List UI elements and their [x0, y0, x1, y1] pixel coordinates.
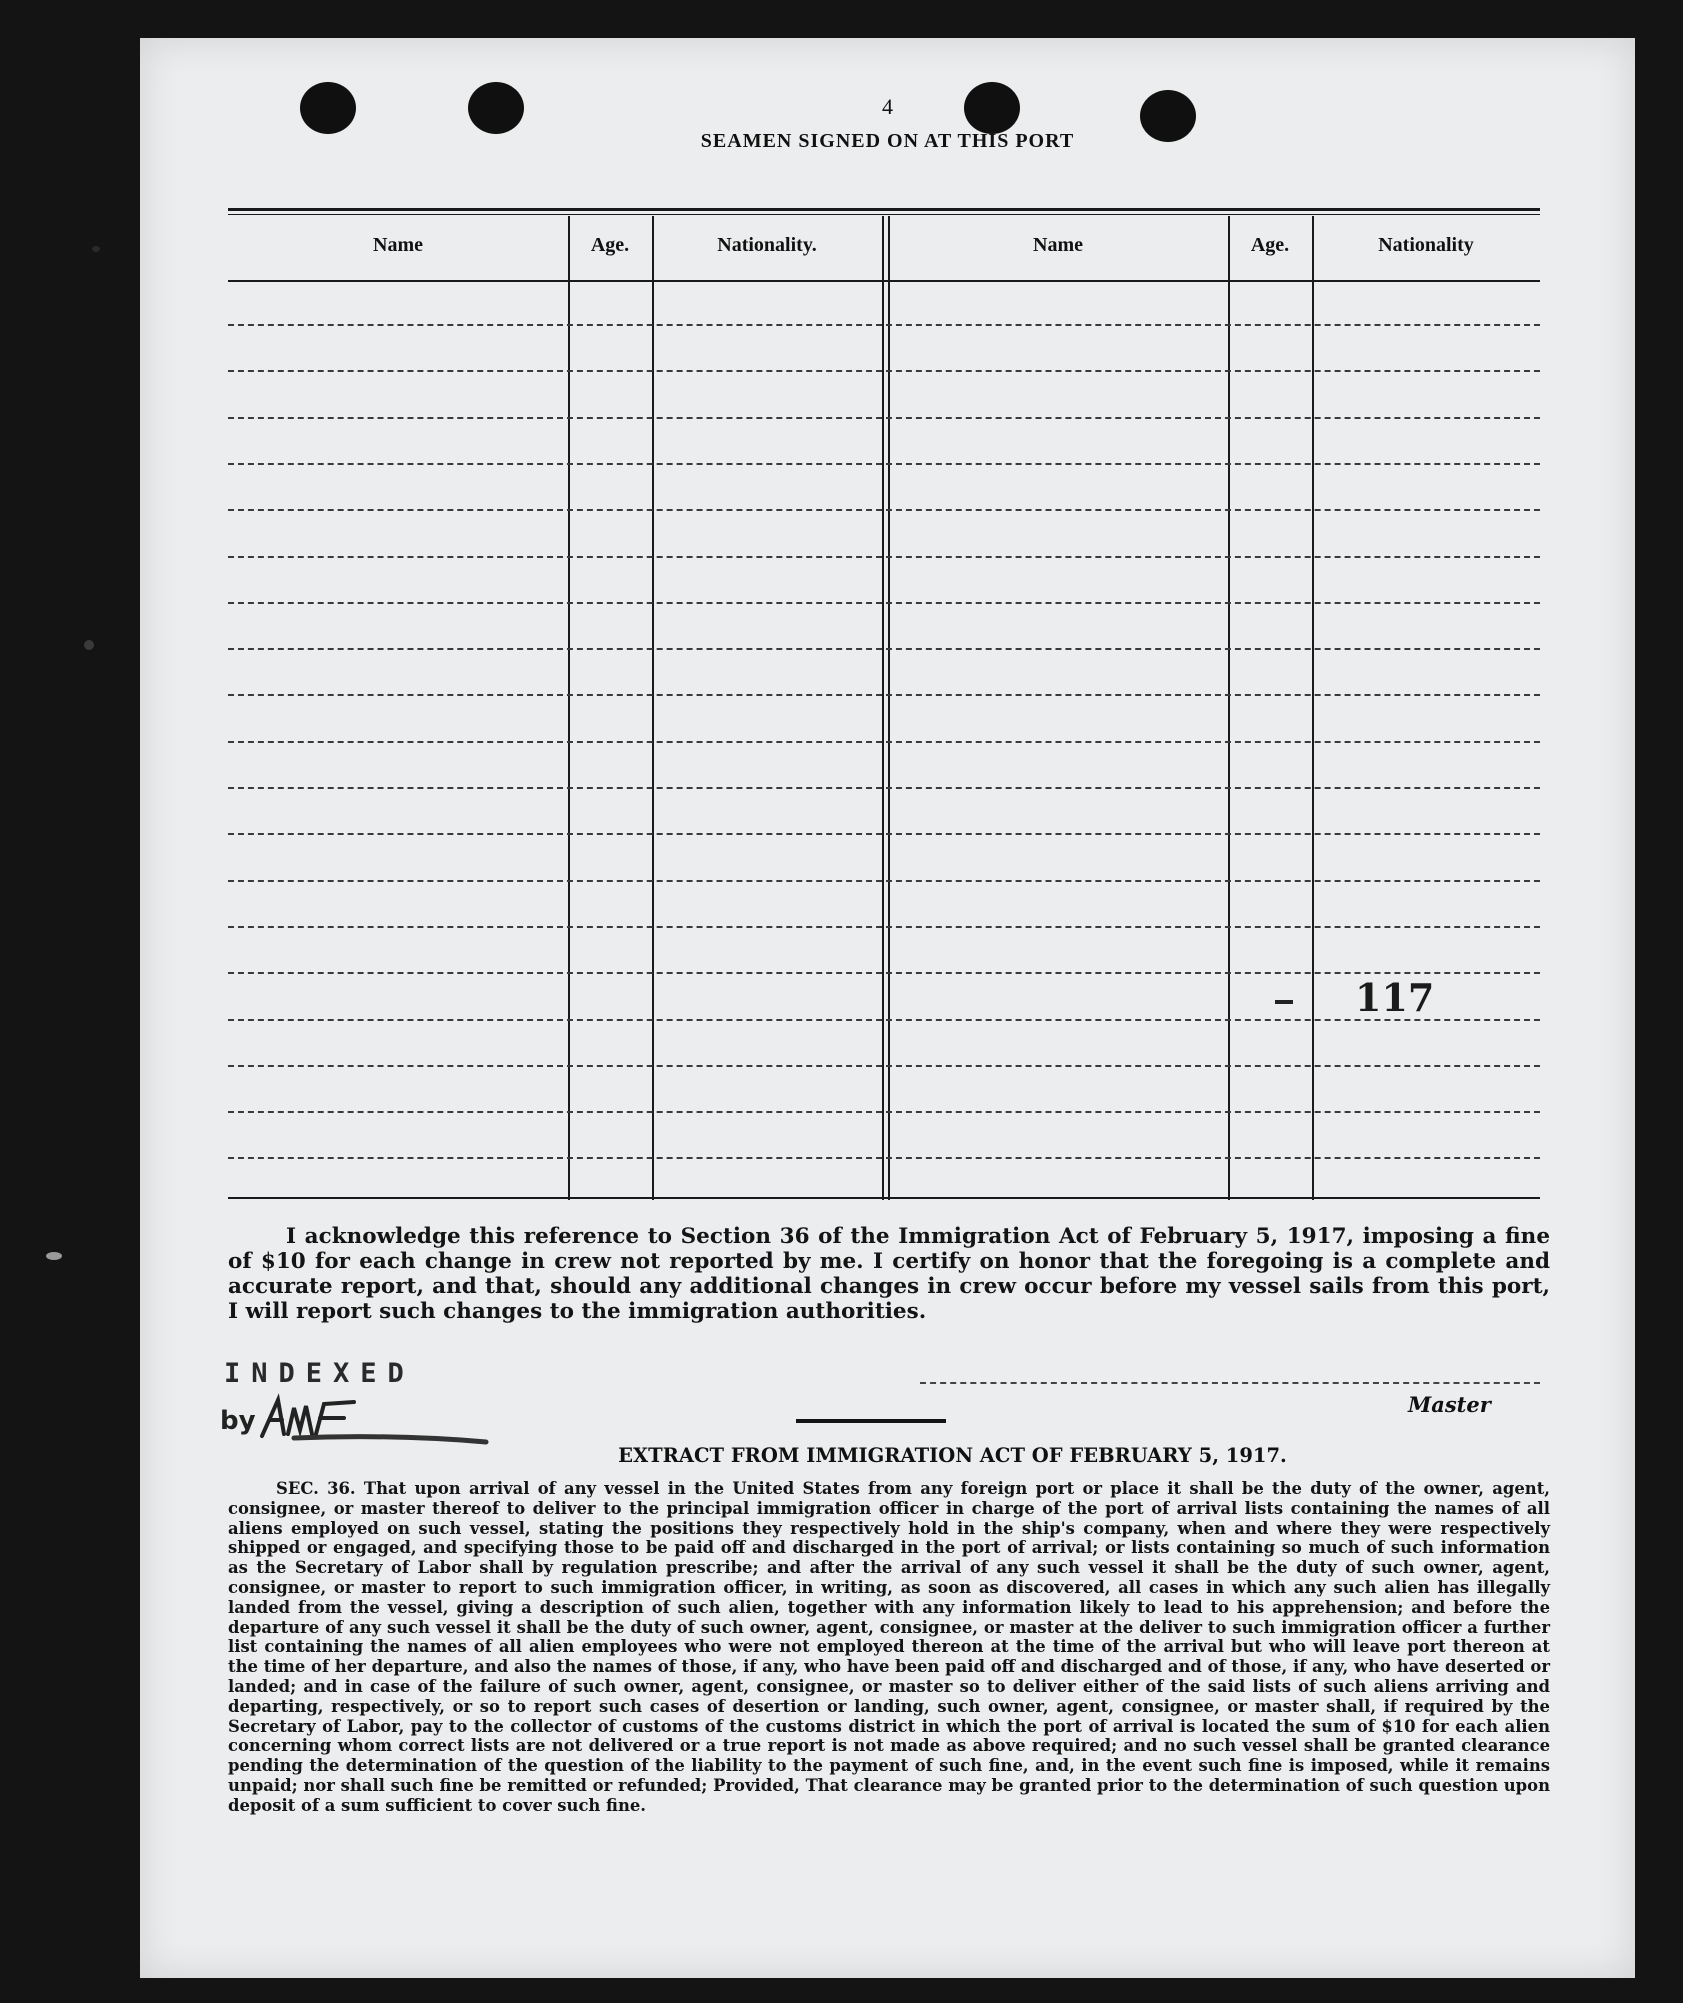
column-divider	[1312, 216, 1314, 1200]
blank-entry-row	[228, 417, 1540, 419]
document-page	[140, 38, 1635, 1978]
table-top-rule	[228, 208, 1540, 211]
indexed-stamp: INDEXED	[224, 1358, 415, 1389]
column-header-nationality: Nationality	[1378, 234, 1474, 256]
column-divider	[568, 216, 570, 1200]
table-top-rule	[228, 214, 1540, 215]
blank-entry-row	[228, 741, 1540, 743]
column-header-name: Name	[1033, 234, 1083, 256]
master-signature-line	[920, 1382, 1540, 1384]
blank-entry-row	[228, 556, 1540, 558]
blank-entry-row	[228, 648, 1540, 650]
column-header-name: Name	[373, 234, 423, 256]
column-divider	[652, 216, 654, 1200]
blank-entry-row	[228, 787, 1540, 789]
form-title: SEAMEN SIGNED ON AT THIS PORT	[700, 130, 1075, 152]
blank-entry-row	[228, 370, 1540, 372]
dash-mark	[1275, 1000, 1293, 1004]
blank-entry-row	[228, 833, 1540, 835]
column-header-age: Age.	[1250, 234, 1290, 256]
certification-text: I acknowledge this reference to Section 36 of the Immigration Act of February 5, 1917, imposing a fine of $10 for each change in crew not reported by me. I certify on honor that the foregoing is a complete and accurate report, and that, should any additional changes in crew occur before my vessel sails from this port, I will report such changes to the immigration authorities.	[228, 1224, 1550, 1324]
section-rule	[796, 1419, 946, 1423]
stamp-by-label: by	[220, 1406, 256, 1436]
blank-entry-row	[228, 1111, 1540, 1113]
blank-entry-row	[228, 463, 1540, 465]
scan-speck	[84, 640, 94, 650]
blank-entry-row	[228, 1019, 1540, 1021]
column-divider	[1228, 216, 1230, 1200]
table-bottom-rule	[228, 1197, 1540, 1199]
blank-entry-row	[228, 509, 1540, 511]
crew-table	[228, 172, 1540, 1210]
blank-entry-row	[228, 602, 1540, 604]
column-header-age: Age.	[590, 234, 630, 256]
blank-entry-row	[228, 324, 1540, 326]
blank-entry-row	[228, 1065, 1540, 1067]
blank-entry-row	[228, 1157, 1540, 1159]
statute-text: SEC. 36. That upon arrival of any vessel in the United States from any foreign port or place it shall be the duty of the owner, agent, consignee, or master thereof to deliver to the principal immigration officer in charge of the port of arrival lists containing the names of all aliens employed on such vessel, stating the positions they respectively hold in the ship's company, when and where they were respectively shipped or engaged, and specifying those to be paid off and discharged in the port of arrival; or lists containing so much of such information as the Secretary of Labor shall by regulation prescribe; and after the arrival of any such vessel it shall be the duty of such owner, agent, consignee, or master to report to such immigration officer, in writing, as soon as discovered, all cases in which any such alien has illegally landed from the vessel, giving a description of such alien, together with any information likely to lead to his apprehension; and before the departure of any such vessel it shall be the duty of such owner, agent, consignee, or master at the deliver to such immigration officer a further list containing the names of all alien employees who were not employed thereon at the time of the arrival but who will leave port thereon at the time of her departure, and also the names of those, if any, who have been paid off and discharged and of those, if any, who have deserted or landed; and in case of the failure of such owner, agent, consignee, or master so to deliver either of the said lists of such aliens arriving and departing, respectively, or so to report such cases of desertion or landing, such owner, agent, consignee, or master shall, if required by the Secretary of Labor, pay to the collector of customs of the customs district in which the port of arrival is located the sum of $10 for each alien concerning whom correct lists are not delivered or a true report is not made as above required; and no such vessel shall be granted clearance pending the determination of the question of the liability to the payment of such fine, and, in the event such fine is imposed, while it remains unpaid; nor shall such fine be remitted or refunded; Provided, That clearance may be granted prior to the determination of such question upon deposit of a sum sufficient to cover such fine.	[228, 1479, 1550, 1815]
header-rule	[228, 280, 1540, 282]
blank-entry-row	[228, 880, 1540, 882]
handwritten-number: 117	[1355, 975, 1435, 1020]
blank-entry-row	[228, 694, 1540, 696]
column-divider	[888, 216, 890, 1200]
page-number: 4	[882, 94, 893, 119]
master-label: Master	[1408, 1392, 1491, 1417]
scan-speck	[46, 1252, 62, 1260]
initials-signature	[254, 1390, 494, 1450]
column-divider	[882, 216, 884, 1200]
blank-entry-row	[228, 926, 1540, 928]
scan-speck	[92, 246, 100, 252]
blank-entry-row	[228, 972, 1540, 974]
column-header-nationality: Nationality.	[717, 234, 817, 256]
extract-title: EXTRACT FROM IMMIGRATION ACT OF FEBRUARY 5, 1917.	[618, 1444, 1287, 1467]
